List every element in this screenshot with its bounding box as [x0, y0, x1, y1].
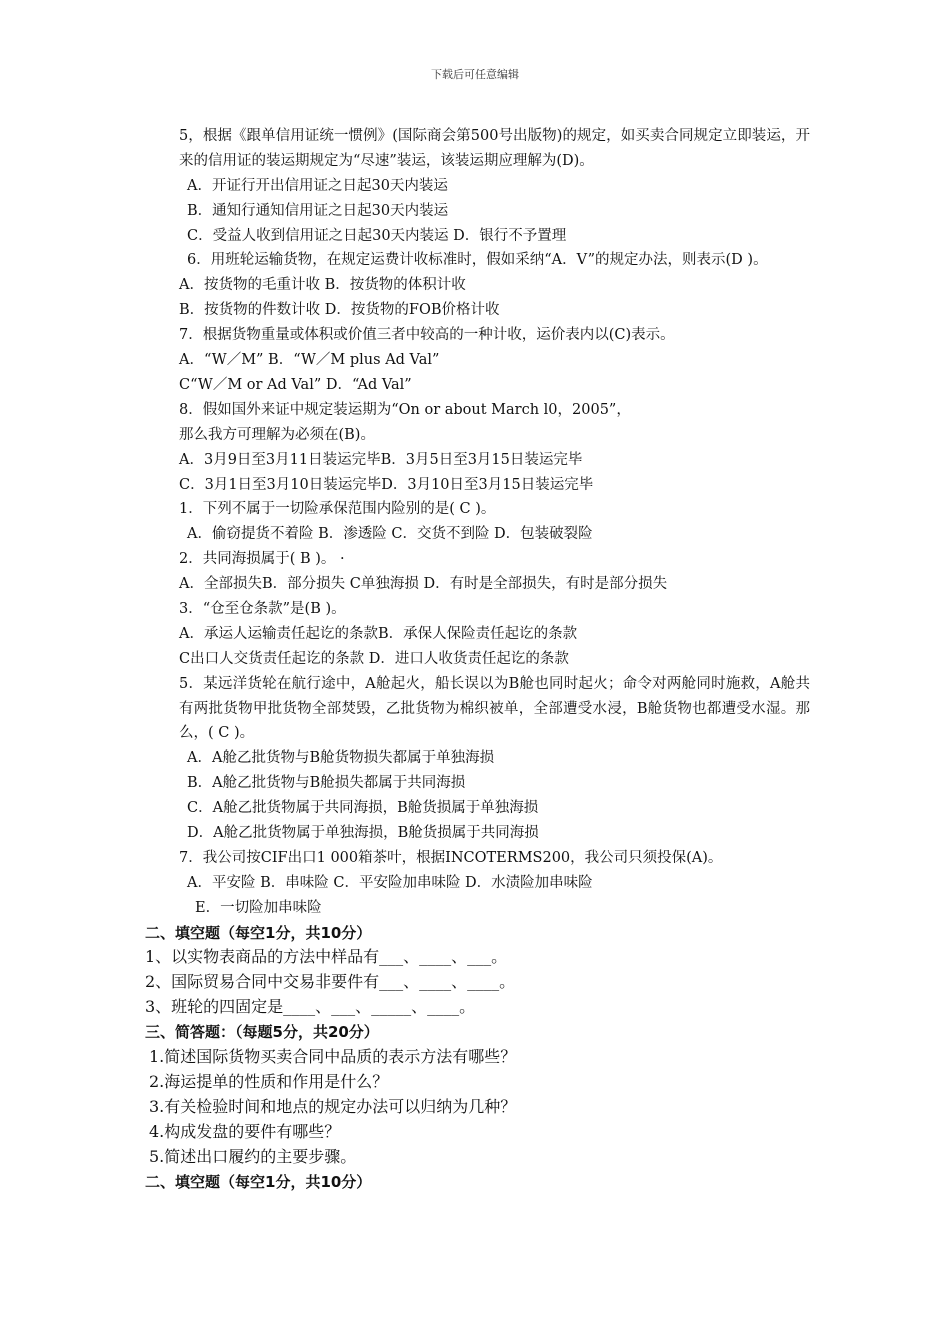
- text-line: 3、班轮的四固定是____、___、_____、____。: [145, 997, 476, 1017]
- question-item: 4.构成发盘的要件有哪些？: [149, 1121, 341, 1141]
- text-line: 7．我公司按CIF出口1 000箱茶叶，根据INCOTERMS200，我公司只须投保(A)。: [179, 849, 723, 866]
- text-line: E．一切险加串味险: [195, 899, 322, 916]
- text-line: 1．下列不属于一切险承保范围内险别的是( C )。: [179, 501, 496, 518]
- text-line: A．平安险 B．串味险 C．平安险加串味险 D．水渍险加串味险: [187, 874, 593, 891]
- document-body: [145, 124, 810, 1194]
- text-line: A．按货物的毛重计收 B．按货物的体积计收: [179, 277, 466, 294]
- text-line: A．承运人运输责任起讫的条款B．承保人保险责任起讫的条款: [179, 625, 578, 642]
- text-line: 那么我方可理解为必须在(B)。: [179, 426, 375, 443]
- text-line: C出口人交货责任起讫的条款 D．进口人收货责任起讫的条款: [179, 650, 569, 667]
- text-line: C．A舱乙批货物属于共同海损，B舱货损属于单独海损: [187, 800, 539, 817]
- text-line: 6．用班轮运输货物，在规定运费计收标准时，假如采纳“A．V”的规定办法，则表示(D )。: [187, 252, 768, 269]
- text-line: 3．“仓至仓条款”是(B )。: [179, 600, 346, 617]
- text-line: A．A舱乙批货物与B舱货物损失都属于单独海损: [187, 750, 495, 767]
- section-heading: 三、简答题：（每题5分，共20分）: [145, 1023, 379, 1042]
- text-line: A．全部损失B．部分损失 C单独海损 D．有时是全部损失，有时是部分损失: [179, 576, 668, 593]
- question-item: 2.海运提单的性质和作用是什么？: [149, 1071, 389, 1091]
- text-line: A．“W／M” B．“W／M plus Ad Val”: [179, 352, 440, 369]
- text-line: 5，根据《跟单信用证统一惯例》(国际商会第500号出版物)的规定，如买卖合同规定立即装运，开来的信用证的装运期规定为“尽速”装运，该装运期应理解为(D)。: [179, 128, 810, 169]
- page-header: 下载后可任意编辑: [431, 68, 519, 81]
- text-line: C“W／M or Ad Val” D．“Ad Val”: [179, 376, 412, 393]
- text-line: 2．共同海损属于( B )。 ·: [179, 551, 345, 568]
- text-line: C．受益人收到信用证之日起30天内装运 D．银行不予置理: [187, 227, 567, 244]
- text-line: 5．某远洋货轮在航行途中，A舱起火，船长误以为B舱也同时起火；命令对两舱同时施救，A舱共有两批货物甲批货物全部焚毁，乙批货物为棉织被单，全部遭受水浸，B舱货物也都遭受水湿。那么，( C )。: [179, 675, 810, 742]
- text-line: 1、以实物表商品的方法中样品有___、____、___。: [145, 947, 508, 967]
- text-line: D．A舱乙批货物属于单独海损，B舱货损属于共同海损: [187, 825, 539, 842]
- text-line: A．3月9日至3月11日装运完毕B．3月5日至3月15日装运完毕: [179, 451, 583, 468]
- text-line: A．偷窃提货不着险 B．渗透险 C．交货不到险 D．包装破裂险: [187, 526, 593, 543]
- text-line: B．按货物的件数计收 D．按货物的FOB价格计收: [179, 302, 500, 319]
- text-line: 2、国际贸易合同中交易非要件有___、____、____。: [145, 972, 516, 992]
- question-item: 3.有关检验时间和地点的规定办法可以归纳为几种？: [149, 1096, 517, 1116]
- section-heading: 二、填空题（每空1分，共10分）: [145, 1172, 372, 1191]
- section-heading: 二、填空题（每空1分，共10分）: [145, 923, 372, 942]
- text-line: 8．假如国外来证中规定装运期为“On or about March l0，2005”，: [179, 401, 631, 418]
- text-line: 7．根据货物重量或体积或价值三者中较高的一种计收，运价表内以(C)表示。: [179, 327, 675, 344]
- question-item: 5.简述出口履约的主要步骤。: [149, 1146, 357, 1166]
- text-line: A．开证行开出信用证之日起30天内装运: [187, 177, 448, 194]
- question-item: 1.简述国际货物买卖合同中品质的表示方法有哪些？: [149, 1047, 517, 1067]
- text-line: B．A舱乙批货物与B舱损失都属于共同海损: [187, 775, 466, 792]
- text-line: B．通知行通知信用证之日起30天内装运: [187, 202, 449, 219]
- text-line: C．3月1日至3月10日装运完毕D．3月10日至3月15日装运完毕: [179, 476, 594, 493]
